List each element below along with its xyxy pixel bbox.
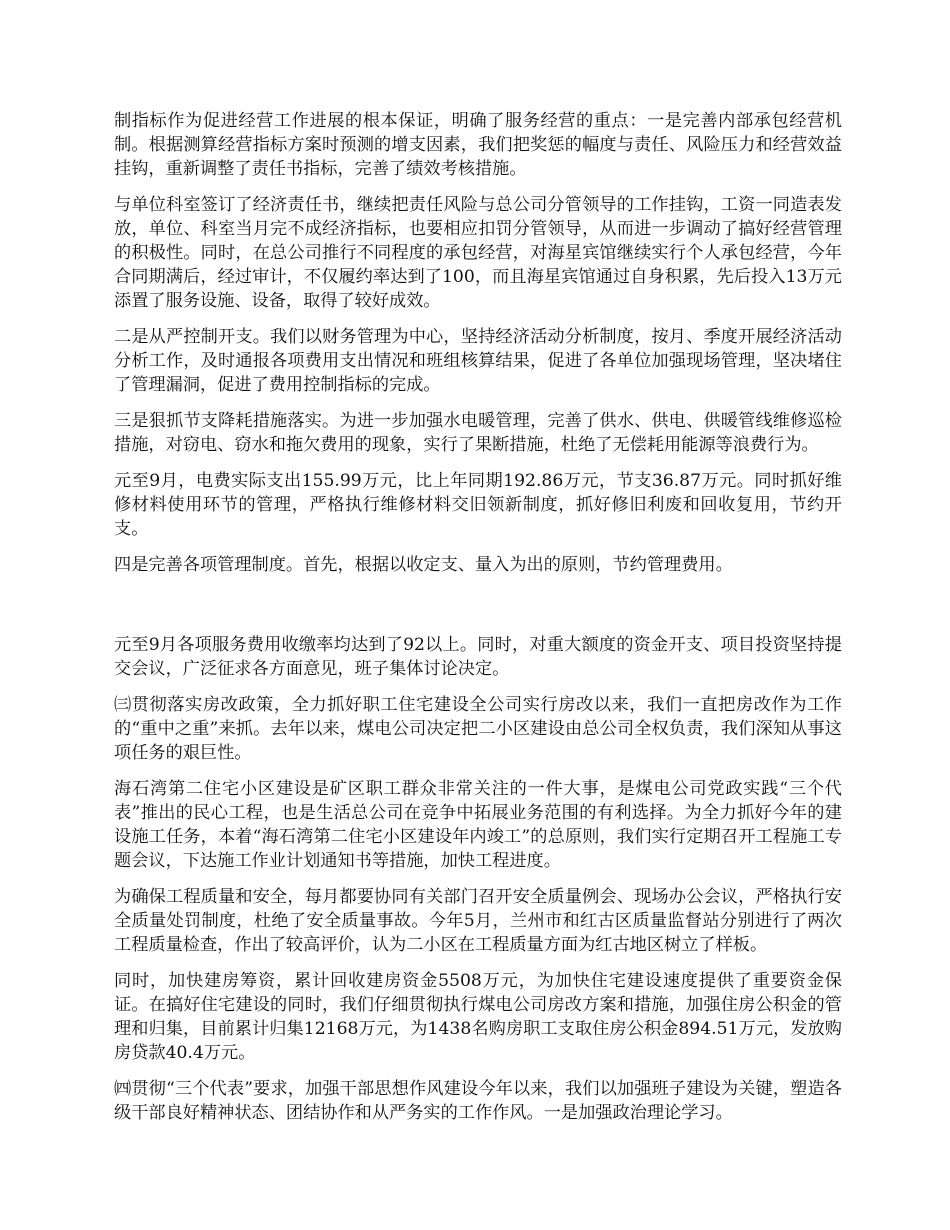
paragraph-10: 为确保工程质量和安全，每月都要协同有关部门召开安全质量例会、现场办公会议，严格执行安全质量处罚制度，杜绝了安全质量事故。今年5月，兰州市和红古区质量监督站分别进行了两次工程质量检查，作出了较高评价，认为二小区在工程质量方面为红古地区树立了样板。 xyxy=(114,887,842,955)
document-body xyxy=(114,109,842,1137)
paragraph-11: 同时，加快建房筹资，累计回收建房资金5508万元，为加快住宅建设速度提供了重要资金保证。在搞好住宅建设的同时，我们仔细贯彻执行煤电公司房改方案和措施，加强住房公积金的管理和归集，目前累计归集12168万元，为1438名购房职工支取住房公积金894.51万元，发放购房贷款40.4万元。 xyxy=(114,971,842,1063)
paragraph-gap xyxy=(114,589,842,633)
paragraph-5: 元至9月，电费实际支出155.99万元，比上年同期192.86万元，节支36.87万元。同时抓好维修材料使用环节的管理，严格执行维修材料交旧领新制度，抓好修旧利废和回收复用，节约开支。 xyxy=(114,471,842,539)
paragraph-8: ㈢贯彻落实房改政策，全力抓好职工住宅建设全公司实行房改以来，我们一直把房改作为工作的“重中之重”来抓。去年以来，煤电公司决定把二小区建设由总公司全权负责，我们深知从事这项任务的艰巨性。 xyxy=(114,695,842,763)
paragraph-2: 与单位科室签订了经济责任书，继续把责任风险与总公司分管领导的工作挂钩，工资一同造表发放，单位、科室当月完不成经济指标，也要相应扣罚分管领导，从而进一步调动了搞好经营管理的积极性。同时，在总公司推行不同程度的承包经营，对海星宾馆继续实行个人承包经营，今年合同期满后，经过审计，不仅履约率达到了100，而且海星宾馆通过自身积累，先后投入13万元添置了服务设施、设备，取得了较好成效。 xyxy=(114,195,842,311)
paragraph-12: ㈣贯彻“三个代表”要求，加强干部思想作风建设今年以来，我们以加强班子建设为关键，塑造各级干部良好精神状态、团结协作和从严务实的工作作风。一是加强政治理论学习。 xyxy=(114,1079,842,1123)
paragraph-6: 四是完善各项管理制度。首先，根据以收定支、量入为出的原则，节约管理费用。 xyxy=(114,555,733,575)
paragraph-9: 海石湾第二住宅小区建设是矿区职工群众非常关注的一件大事，是煤电公司党政实践“三个代表”推出的民心工程，也是生活总公司在竞争中拓展业务范围的有利选择。为全力抓好今年的建设施工任务，本着“海石湾第二住宅小区建设年内竣工”的总原则，我们实行定期召开工程施工专题会议，下达施工作业计划通知书等措施，加快工程进度。 xyxy=(114,779,842,871)
paragraph-3: 二是从严控制开支。我们以财务管理为中心，坚持经济活动分析制度，按月、季度开展经济活动分析工作，及时通报各项费用支出情况和班组核算结果，促进了各单位加强现场管理，坚决堵住了管理漏洞，促进了费用控制指标的完成。 xyxy=(114,327,842,395)
paragraph-7: 元至9月各项服务费用收缴率均达到了92以上。同时，对重大额度的资金开支、项目投资坚持提交会议，广泛征求各方面意见，班子集体讨论决定。 xyxy=(114,635,842,679)
paragraph-4: 三是狠抓节支降耗措施落实。为进一步加强水电暖管理，完善了供水、供电、供暖管线维修巡检措施，对窃电、窃水和拖欠费用的现象，实行了果断措施，杜绝了无偿耗用能源等浪费行为。 xyxy=(114,411,842,455)
paragraph-1: 制指标作为促进经营工作进展的根本保证，明确了服务经营的重点：一是完善内部承包经营机制。根据测算经营指标方案时预测的增支因素，我们把奖惩的幅度与责任、风险压力和经营效益挂钩，重新调整了责任书指标，完善了绩效考核措施。 xyxy=(114,111,842,179)
